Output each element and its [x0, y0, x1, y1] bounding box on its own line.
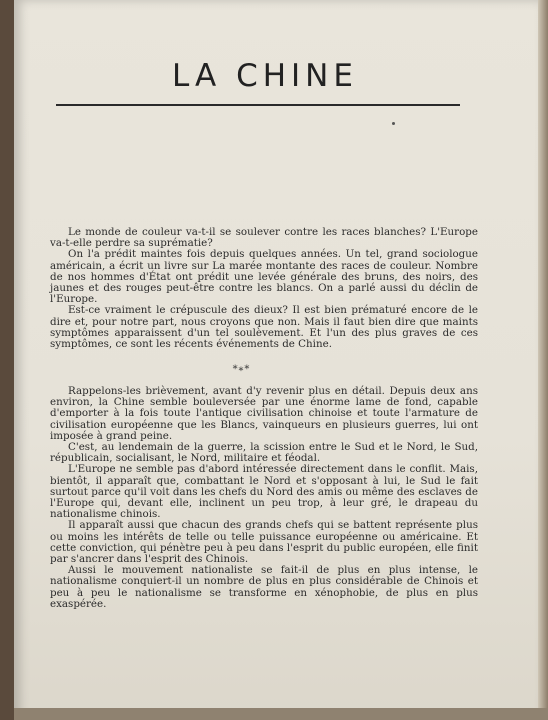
- paragraph: Rappelons-les brièvement, avant d'y revenir plus en détail. Depuis deux ans environ, la Chine semble bouleversée par une énorme lame de fond, capable d'emporter à la fois toute l'antique civilisation chinoise et toute l'armature de civilisation européenne que les Blancs, vainqueurs en plusieurs guerres, lui ont imposée à grand peine.: [50, 385, 478, 442]
- book-page: [14, 0, 538, 720]
- paragraph: Il apparaît aussi que chacun des grands chefs qui se battent représente plus ou moins les intérêts de telle ou telle puissance européenne ou américaine. Et cette conviction, qui pénètre peu à peu dans l'esprit du public européen, elle finit par s'ancrer dans l'esprit des Chinois.: [50, 519, 478, 566]
- page-title: LA CHINE: [172, 58, 358, 94]
- page-edge: [538, 0, 548, 720]
- paragraph: On l'a prédit maintes fois depuis quelques années. Un tel, grand sociologue américain, a écrit un livre sur La marée montante des races de couleur. Nombre de nos hommes d'État ont prédit une levée générale des bruns, des noirs, des jaunes et des rouges peut-être contre les blancs. On a parlé aussi du déclin de l'Europe.: [50, 248, 478, 306]
- paragraph: C'est, au lendemain de la guerre, la scission entre le Sud et le Nord, le Sud, républicain, socialisant, le Nord, militaire et féodal.: [50, 441, 478, 465]
- paragraph: L'Europe ne semble pas d'abord intéressée directement dans le conflit. Mais, bientôt, il apparaît que, combattant le Nord et s'opposant à lui, le Sud le fait surtout parce qu'il voit dans les chefs du Nord des amis ou même des esclaves de l'Europe qui, devant elle, inclinent un peu trop, à leur gré, le drapeau du nationalisme chinois.: [50, 463, 478, 521]
- ink-speck: [392, 122, 395, 125]
- paragraph: Est-ce vraiment le crépuscule des dieux? Il est bien prématuré encore de le dire et, pour notre part, nous croyons que non. Mais il faut bien dire que maints symptômes apparaissent d'un tel soulèvement. Et l'un des plus graves de ces symptômes, ce sont les récents événements de Chine.: [50, 304, 478, 351]
- title-rule: [56, 104, 460, 106]
- page-bottom-edge: [14, 708, 548, 720]
- section-separator: *∗*: [232, 364, 250, 375]
- intro-block: [50, 227, 478, 350]
- paragraph: Aussi le mouvement nationaliste se fait-il de plus en plus intense, le nationalisme conquiert-il un nombre de plus en plus considérable de Chinois et peu à peu le nationalisme se transforme en xénophobie, de plus en plus exaspérée.: [50, 564, 478, 610]
- main-block: [50, 386, 478, 610]
- paragraph: Le monde de couleur va-t-il se soulever contre les races blanches? L'Europe va-t-elle perdre sa suprématie?: [50, 226, 478, 250]
